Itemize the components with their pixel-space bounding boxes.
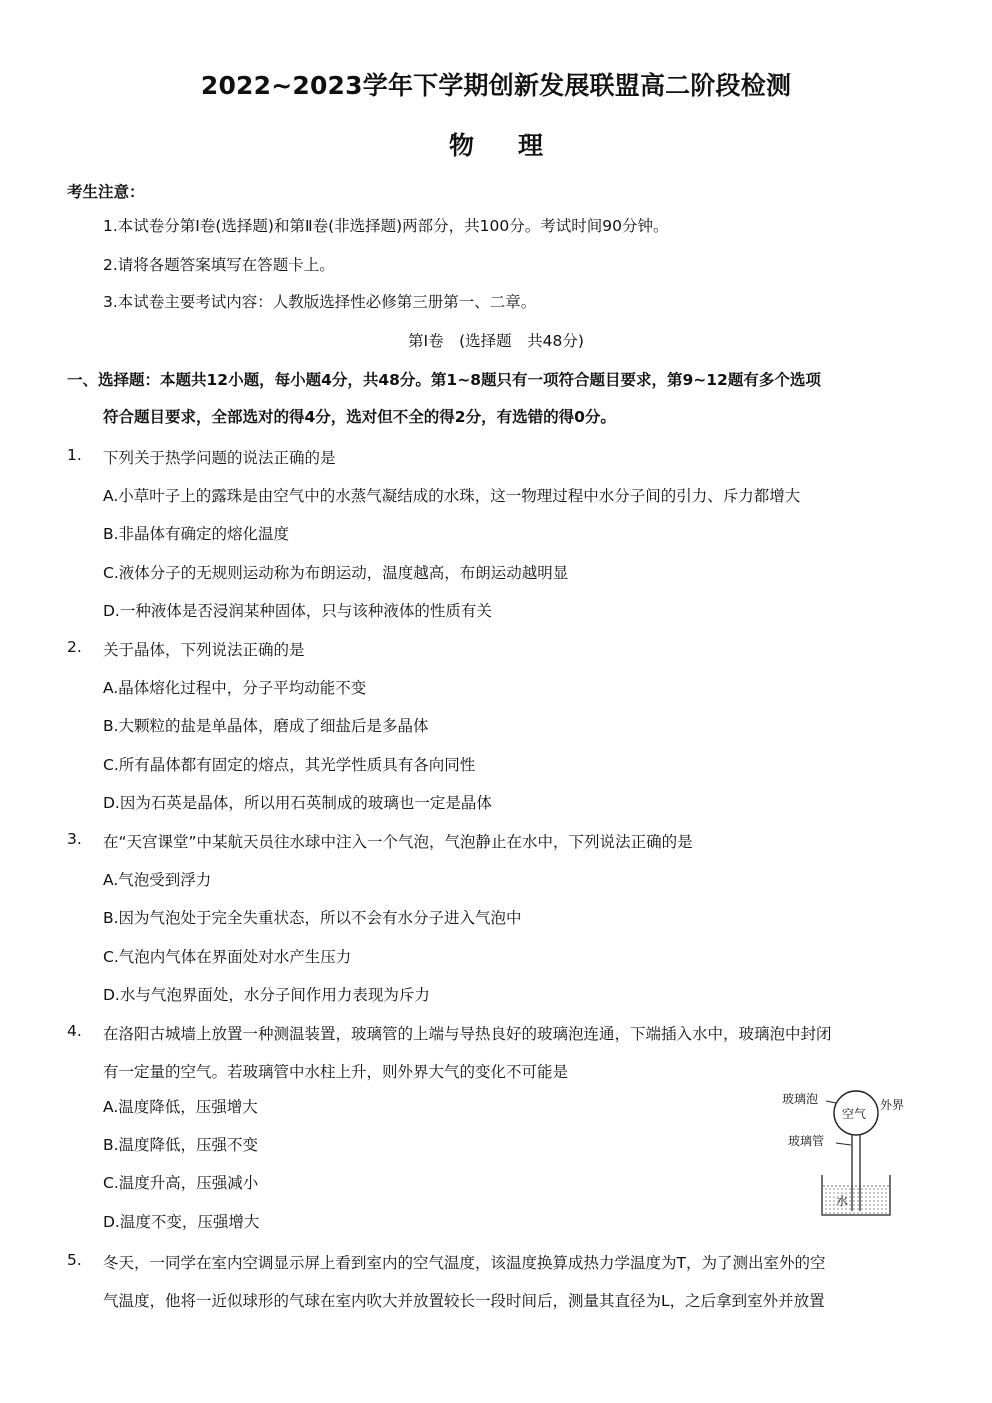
question-number: 1.: [67, 446, 82, 464]
label-tube: 玻璃管: [788, 1134, 825, 1148]
question-option: B.大颗粒的盐是单晶体，磨成了细盐后是多晶体: [103, 717, 429, 735]
question-stem: 冬天，一同学在室内空调显示屏上看到室内的空气温度，该温度换算成热力学温度为T，为了测出室外的空: [103, 1254, 826, 1272]
exam-title: 2022~2023学年下学期创新发展联盟高二阶段检测: [200, 71, 792, 100]
question-option: C.所有晶体都有固定的熔点，其光学性质具有各向同性: [103, 756, 476, 774]
question-option: B.温度降低，压强不变: [103, 1136, 259, 1154]
question-stem: 在洛阳古城墙上放置一种测温装置，玻璃管的上端与导热良好的玻璃泡连通，下端插入水中，玻璃泡中封闭: [103, 1025, 832, 1043]
subject-title: [0, 126, 992, 162]
question-option: B.因为气泡处于完全失重状态，所以不会有水分子进入气泡中: [103, 909, 522, 927]
question-option: A.小草叶子上的露珠是由空气中的水蒸气凝结成的水珠，这一物理过程中水分子间的引力、斥力都增大: [103, 487, 801, 505]
question-number: 3.: [67, 830, 82, 848]
label-air: 空气: [842, 1107, 867, 1121]
question-option: B.非晶体有确定的熔化温度: [103, 525, 290, 543]
leader-tube: [836, 1143, 851, 1145]
question-option: A.温度降低，压强增大: [103, 1098, 258, 1116]
label-outside: 外界: [880, 1098, 905, 1112]
leader-bulb: [826, 1101, 836, 1103]
question-option: C.温度升高，压强减小: [103, 1174, 259, 1192]
question-stem: 气温度，他将一近似球形的气球在室内吹大并放置较长一段时间后，测量其直径为L，之后拿到室外并放置: [103, 1292, 825, 1310]
question-option: C.液体分子的无规则运动称为布朗运动，温度越高，布朗运动越明显: [103, 564, 569, 582]
question-number: 2.: [67, 638, 82, 656]
question-option: A.气泡受到浮力: [103, 871, 212, 889]
question-option: D.一种液体是否浸润某种固体，只与该种液体的性质有关: [103, 602, 492, 620]
section-instruction-line2: 符合题目要求，全部选对的得4分，选对但不全的得2分，有选错的得0分。: [103, 408, 616, 426]
question-option: D.因为石英是晶体，所以用石英制成的玻璃也一定是晶体: [103, 794, 492, 812]
question-stem: 在“天宫课堂”中某航天员往水球中注入一个气泡，气泡静止在水中，下列说法正确的是: [103, 833, 693, 851]
question-number: 4.: [67, 1022, 82, 1040]
thermometer-diagram: [776, 1083, 936, 1225]
notice-item-2: 2.请将各题答案填写在答题卡上。: [103, 256, 335, 274]
notice-item-1: 1.本试卷分第Ⅰ卷(选择题)和第Ⅱ卷(非选择题)两部分，共100分。考试时间90分钟。: [103, 217, 669, 235]
question-stem: 有一定量的空气。若玻璃管中水柱上升，则外界大气的变化不可能是: [103, 1063, 569, 1081]
notice-item-3: 3.本试卷主要考试内容：人教版选择性必修第三册第一、二章。: [103, 293, 537, 311]
section-instruction-line1: 一、选择题：本题共12小题，每小题4分，共48分。第1~8题只有一项符合题目要求，第9~12题有多个选项: [67, 371, 821, 389]
notice-heading: 考生注意：: [67, 183, 145, 201]
question-option: C.气泡内气体在界面处对水产生压力: [103, 948, 352, 966]
label-bulb: 玻璃泡: [782, 1092, 819, 1106]
section-title: 第Ⅰ卷 (选择题 共48分): [408, 332, 584, 350]
question-number: 5.: [67, 1251, 82, 1269]
question-stem: 下列关于热学问题的说法正确的是: [103, 449, 336, 467]
subject-char-1: 物: [448, 131, 474, 160]
question-option: D.水与气泡界面处，水分子间作用力表现为斥力: [103, 986, 430, 1004]
question-stem: 关于晶体，下列说法正确的是: [103, 641, 305, 659]
subject-char-2: 理: [518, 131, 544, 160]
question-option: D.温度不变，压强增大: [103, 1213, 260, 1231]
question-option: A.晶体熔化过程中，分子平均动能不变: [103, 679, 367, 697]
label-water: 水: [836, 1194, 849, 1208]
water-surface: [823, 1186, 889, 1214]
